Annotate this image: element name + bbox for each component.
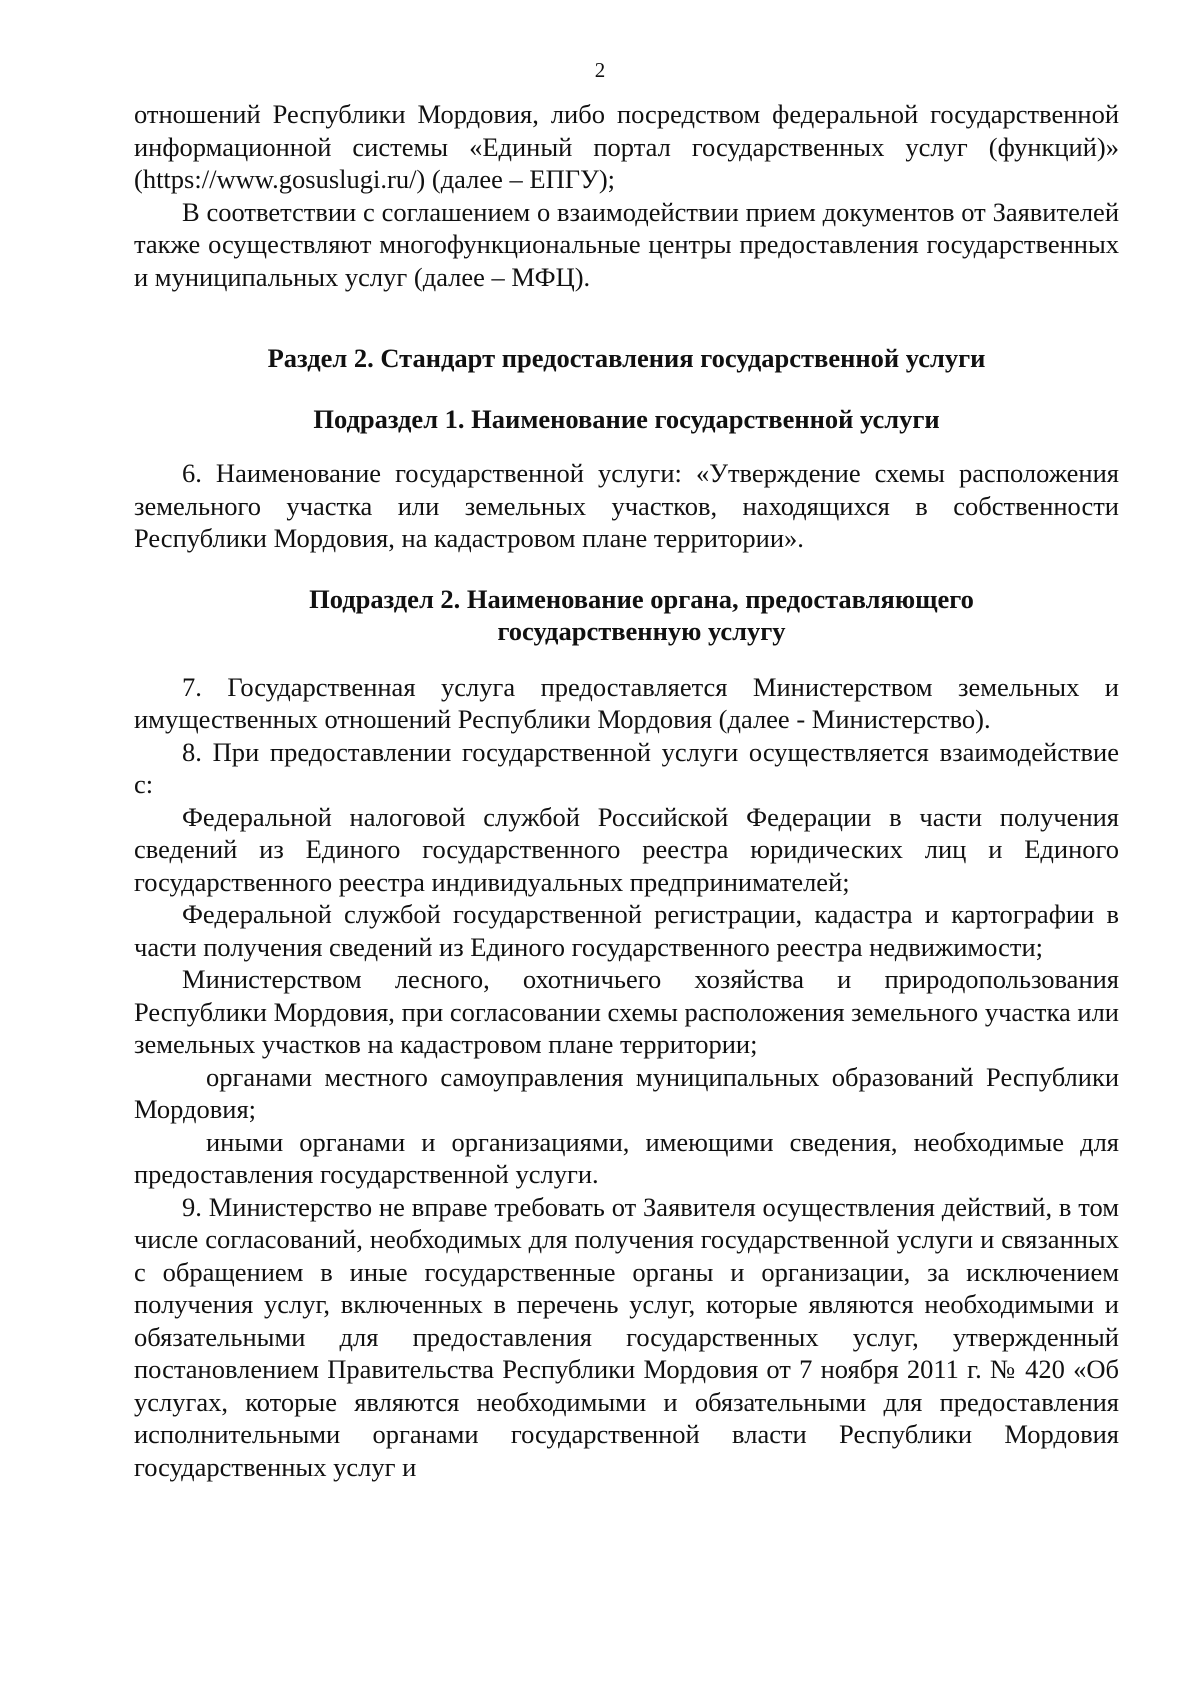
subsection-2-heading-line-2: государственную услугу — [497, 616, 786, 646]
paragraph-continuation: отношений Республики Мордовия, либо посредством федеральной государственной информационной системы «Единый портал государственных услуг (функций)» (https://www.gosuslugi.ru/) (далее – ЕПГУ); — [134, 99, 1119, 194]
section-2-heading: Раздел 2. Стандарт предоставления государственной услуги — [267, 343, 986, 373]
page-number: 2 — [594, 58, 606, 82]
paragraph-8: 8. При предоставлении государственной услуги осуществляется взаимодействие с: — [134, 736, 1119, 799]
paragraph-9: 9. Министерство не вправе требовать от Заявителя осуществления действий, в том числе согласований, необходимых для получения государственной услуги и связанных с обращением в иные государственные органы и организации, за исключением получения услуг, включенных в перечень услуг, которые являются необходимыми и обязательными для предоставления государственных услуг, утвержденный постановлением Правительства Республики Мордовия от 7 ноября 2011 г. № 420 «Об услугах, которые являются необходимыми и обязательными для предоставления исполнительными органами государственной власти Республики Мордовия государственных услуг и — [134, 1191, 1119, 1482]
paragraph-8-minles: Министерством лесного, охотничьего хозяйства и природопользования Республики Мордовия, при согласовании схемы расположения земельного участка или земельных участков на кадастровом плане территории; — [134, 964, 1119, 1059]
subsection-2-heading — [134, 583, 1119, 648]
paragraph-8-fns: Федеральной налоговой службой Российской Федерации в части получения сведений из Единого государственного реестра юридических лиц и Единого государственного реестра индивидуальных предпринимателей; — [134, 801, 1119, 897]
subsection-1-heading: Подраздел 1. Наименование государственной услуги — [313, 403, 940, 434]
subsection-2-heading-line-1: Подраздел 2. Наименование органа, предоставляющего — [309, 583, 974, 614]
paragraph-6: 6. Наименование государственной услуги: «Утверждение схемы расположения земельного участка или земельных участков, находящихся в собственности Республики Мордовия, на кадастровом плане территории». — [134, 458, 1119, 553]
paragraph-7: 7. Государственная услуга предоставляется Министерством земельных и имущественных отношений Республики Мордовия (далее - Министерство). — [134, 671, 1119, 734]
paragraph-8-other: иными органами и организациями, имеющими сведения, необходимые для предоставления государственной услуги. — [134, 1126, 1119, 1189]
paragraph-8-omsu: органами местного самоуправления муниципальных образований Республики Мордовия; — [134, 1061, 1119, 1124]
paragraph-8-rosreestr: Федеральной службой государственной регистрации, кадастра и картографии в части получения сведений из Единого государственного реестра недвижимости; — [134, 899, 1119, 962]
document-body — [134, 98, 1119, 1483]
paragraph-mfc: В соответствии с соглашением о взаимодействии прием документов от Заявителей также осуществляют многофункциональные центры предоставления государственных и муниципальных услуг (далее – МФЦ). — [134, 196, 1119, 292]
